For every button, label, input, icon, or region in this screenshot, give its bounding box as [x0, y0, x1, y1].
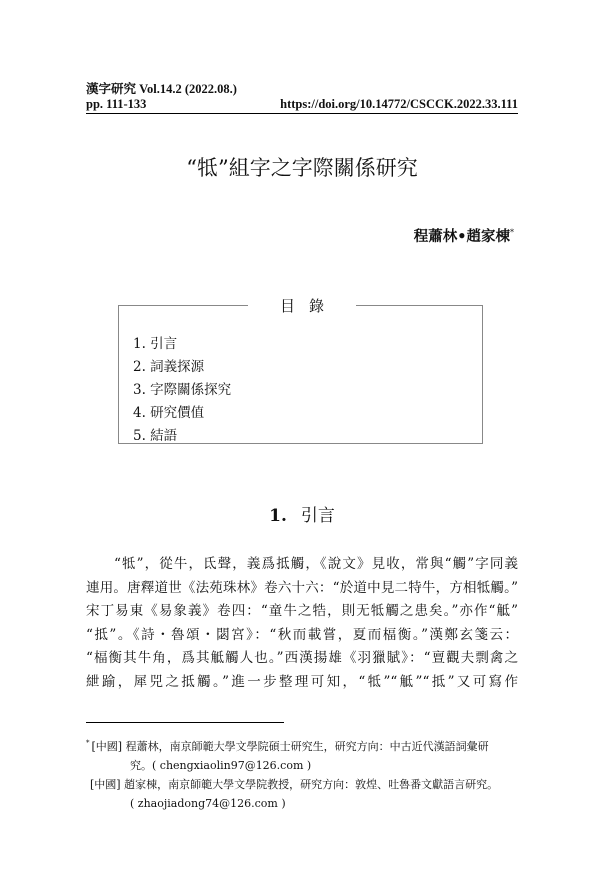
- section-number: 1.: [269, 506, 287, 526]
- toc-item: 1. 引言: [133, 336, 178, 352]
- body-line: 紲踰，犀兕之抵觸。”進一步整理可知，“牴”“觝”“抵”又可寫作: [86, 673, 518, 690]
- body-line: “楅衡其牛角，爲其觝觸人也。”西漢揚雄《羽獵賦》：“亶觀夫剽禽之: [86, 650, 518, 666]
- doi-link[interactable]: https://doi.org/10.14772/CSCCK.2022.33.111: [280, 97, 518, 111]
- paper-title: “牴”組字之字際關係研究: [186, 156, 418, 180]
- footnote-marker: *: [86, 739, 90, 747]
- footnote-1-line-1: [中國] 程蕭林，南京師範大學文學院碩士研究生，研究方向：中古近代漢語詞彙研: [91, 739, 489, 753]
- footnote-rule: [86, 722, 284, 723]
- section-heading: [86, 501, 518, 526]
- author-names: 程蕭林•趙家棟: [413, 228, 510, 245]
- toc-list: [133, 333, 231, 448]
- toc-heading: 目錄: [248, 295, 356, 316]
- body-line: 連用。唐釋道世《法苑珠林》卷六十六：“於道中見二特牛，方相牴觸。”: [86, 579, 518, 596]
- toc-item: 3. 字際關係探究: [133, 382, 232, 398]
- footnote-1: [86, 734, 518, 756]
- footnote-2-line-1: [中國] 趙家棟，南京師範大學文學院教授，研究方向：敦煌、吐魯番文獻語言研究。: [90, 777, 499, 791]
- header-rule: [86, 113, 518, 114]
- toc-item: 2. 詞義探源: [133, 359, 205, 375]
- body-paragraph: [86, 553, 518, 694]
- journal-volume: 漢字研究 Vol.14.2 (2022.08.): [86, 82, 237, 96]
- footnote-2-line-2: ( zhaojiadong74@126.com ): [130, 796, 286, 810]
- footnotes: [86, 734, 518, 813]
- toc-item: 5. 結語: [133, 428, 178, 444]
- footnote-1-line-2: 究。( chengxiaolin97@126.com ): [130, 758, 312, 772]
- body-line: “牴”，從牛，氐聲，義爲抵觸，《說文》見收，常與“觸”字同義: [114, 556, 518, 572]
- body-line: “抵”。《詩・魯頌・閟宮》：“秋而載嘗，夏而楅衡。”漢鄭玄箋云：: [86, 626, 518, 643]
- section-title: 引言: [300, 506, 335, 526]
- page-range: pp. 111-133: [86, 97, 147, 111]
- body-line: 宋丁易東《易象義》卷四：“童牛之牿，則无牴觸之患矣。”亦作“觝”: [86, 603, 518, 619]
- toc-item: 4. 研究價值: [133, 405, 205, 421]
- author-footnote-marker: *: [510, 228, 514, 238]
- header-line-2: [86, 97, 518, 112]
- authors: [414, 225, 514, 246]
